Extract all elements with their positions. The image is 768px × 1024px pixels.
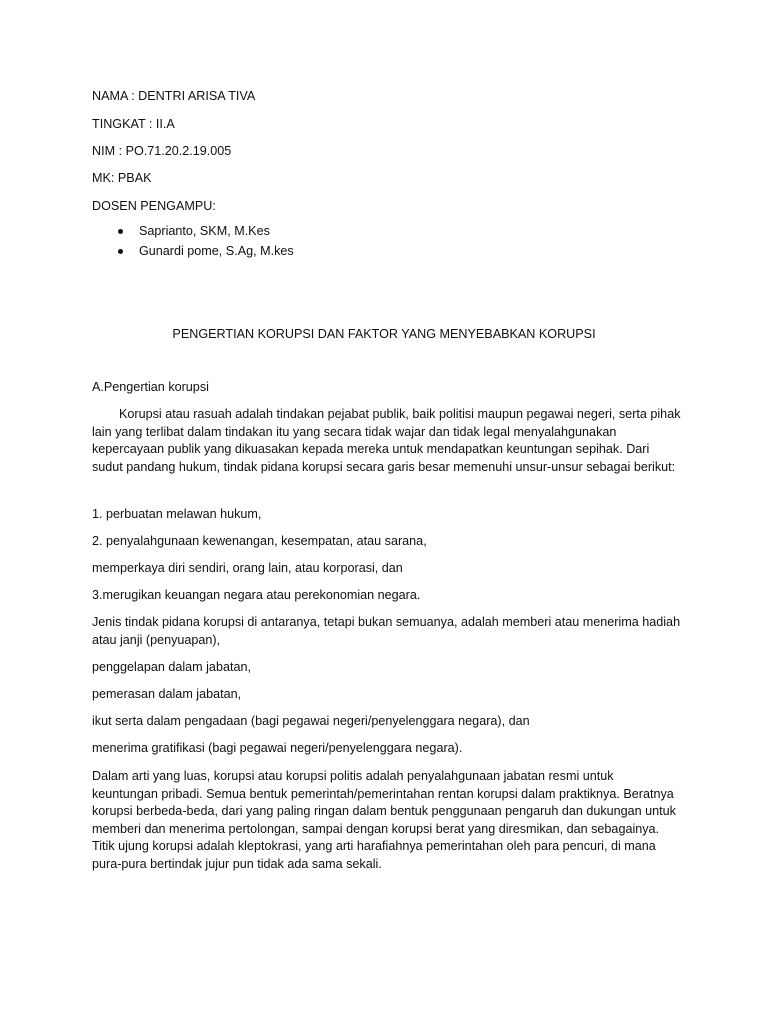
- intro-paragraph: Korupsi atau rasuah adalah tindakan pejabat publik, baik politisi maupun pegawai negeri, serta pihak lain yang terlibat dalam tindakan itu yang secara tidak wajar dan tidak legal menyalahgunakan kepercayaan publik yang dikuasakan kepada mereka untuk mendapatkan keuntungan sepihak. Dari sudut pandang hukum, tindak pidana korupsi secara garis besar memenuhi unsur-unsur sebagai berikut:: [92, 407, 681, 474]
- section-heading: A.Pengertian korupsi: [92, 380, 209, 394]
- course-code: MK: PBAK: [92, 171, 152, 185]
- lecturer-item: [92, 243, 294, 263]
- jenis-item-5: menerima gratifikasi (bagi pegawai negeri/penyelenggara negara).: [92, 741, 463, 755]
- document-title: PENGERTIAN KORUPSI DAN FAKTOR YANG MENYEBABKAN KORUPSI: [172, 327, 596, 341]
- list-item-2: 2. penyalahgunaan kewenangan, kesempatan, atau sarana,: [92, 534, 427, 548]
- jenis-item-2: penggelapan dalam jabatan,: [92, 660, 251, 674]
- jenis-item-3: pemerasan dalam jabatan,: [92, 687, 242, 701]
- lecturer-list: [92, 223, 294, 263]
- list-item-1: 1. perbuatan melawan hukum,: [92, 507, 262, 521]
- list-item-3: 3.merugikan keuangan negara atau perekonomian negara.: [92, 588, 421, 602]
- lecturer-label: DOSEN PENGAMPU:: [92, 199, 216, 213]
- lecturer-name: Saprianto, SKM, M.Kes: [139, 224, 270, 238]
- student-name: NAMA : DENTRI ARISA TIVA: [92, 89, 256, 103]
- bullet-icon: [118, 249, 123, 254]
- list-item-2b: memperkaya diri sendiri, orang lain, atau korporasi, dan: [92, 561, 403, 575]
- jenis-item-4: ikut serta dalam pengadaan (bagi pegawai negeri/penyelenggara negara), dan: [92, 714, 530, 728]
- jenis-paragraph: Jenis tindak pidana korupsi di antaranya, tetapi bukan semuanya, adalah memberi atau menerima hadiah atau janji (penyuapan),: [92, 615, 681, 647]
- lecturer-name: Gunardi pome, S.Ag, M.kes: [139, 244, 294, 258]
- bullet-icon: [118, 229, 123, 234]
- student-level: TINGKAT : II.A: [92, 117, 175, 131]
- lecturer-item: [92, 223, 294, 243]
- definition-paragraph: Dalam arti yang luas, korupsi atau korupsi politis adalah penyalahgunaan jabatan resmi untuk keuntungan pribadi. Semua bentuk pemerintah/pemerintahan rentan korupsi dalam praktiknya. Beratnya korupsi berbeda-beda, dari yang paling ringan dalam bentuk penggunaan pengaruh dan dukungan untuk memberi dan menerima pertolongan, sampai dengan korupsi berat yang diresmikan, dan sebagainya. Titik ujung korupsi adalah kleptokrasi, yang arti harafiahnya pemerintahan oleh para pencuri, di mana pura-pura bertindak jujur pun tidak ada sama sekali.: [92, 769, 676, 871]
- student-nim: NIM : PO.71.20.2.19.005: [92, 144, 232, 158]
